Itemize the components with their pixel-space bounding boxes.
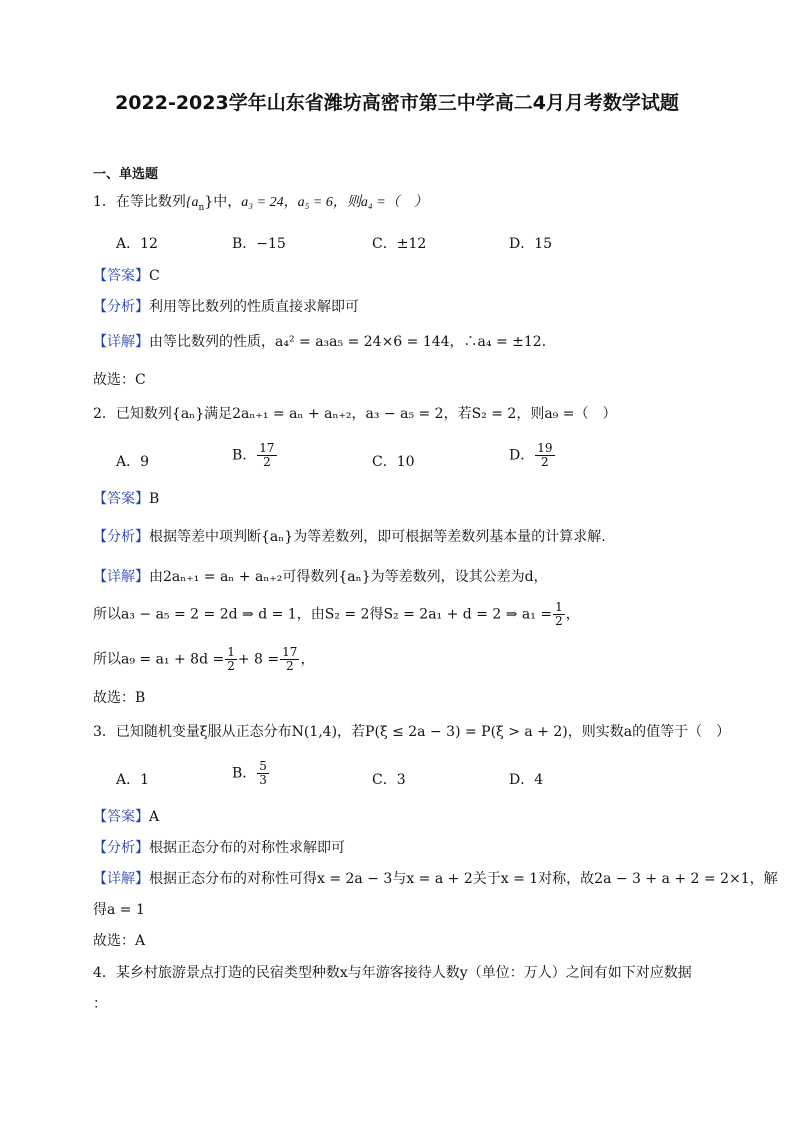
q2-detail-line-2: [93, 601, 580, 628]
q1-analysis: [93, 297, 359, 317]
q2-line2-end: ，: [565, 606, 580, 623]
answer-tag: 【答案】: [93, 491, 149, 507]
q2-line3-numerator-1: 1: [227, 645, 235, 659]
q3-option-b-label: B．: [232, 765, 257, 782]
q2-line3-text: 所以a₉ = a₁ + 8d =: [93, 651, 225, 668]
question-3-stem: 3．已知随机变量ξ服从正态分布N(1,4)，若P(ξ ≤ 2a − 3) = P(ξ > a + 2)，则实数a的值等于（ ）: [93, 724, 731, 740]
answer-tag: 【答案】: [93, 268, 149, 284]
q2-detail-line-3: [93, 646, 314, 673]
page-title: 2022-2023学年山东省潍坊高密市第三中学高二4月月考数学试题: [115, 92, 679, 114]
detail-tag: 【详解】: [93, 334, 149, 350]
q1-option-c: C．±12: [372, 236, 427, 252]
q3-detail-line-2: 得a = 1: [93, 902, 145, 918]
q2-line3-mid: + 8 =: [237, 651, 280, 668]
analysis-tag: 【分析】: [93, 840, 149, 856]
q1-analysis-text: 利用等比数列的性质直接求解即可: [149, 299, 359, 315]
q2-analysis: [93, 527, 606, 547]
q2-detail: [93, 567, 548, 587]
analysis-tag: 【分析】: [93, 529, 149, 545]
q2-option-d: [509, 442, 556, 469]
q3-answer-value: A: [149, 809, 160, 825]
q1-condition: a₃ = 24，a₅ = 6，则a₄ =（ ）: [241, 195, 428, 210]
q2-b-denominator: 2: [263, 455, 271, 469]
q3-analysis: [93, 838, 345, 858]
q1-seq-sub: n: [198, 202, 205, 213]
q2-line2-text: 所以a₃ − a₅ = 2 = 2d ⇒ d = 1，由S₂ = 2得S₂ = 2a₁ + d = 2 ⇒ a₁ =: [93, 606, 553, 623]
q3-detail-text: 根据正态分布的对称性可得x = 2a − 3与x = a + 2关于x = 1对称，故2a − 3 + a + 2 = 2×1，解: [149, 871, 778, 887]
question-1-stem: [93, 192, 428, 218]
q1-detail-text: 由等比数列的性质，a₄² = a₃a₅ = 24×6 = 144，∴a₄ = ±12．: [149, 334, 556, 350]
q1-stem-text: 1．在等比数列: [93, 194, 186, 210]
q1-detail: [93, 332, 556, 352]
answer-tag: 【答案】: [93, 809, 149, 825]
q2-line2-numerator: 1: [555, 600, 563, 614]
q3-answer: [93, 807, 159, 827]
q2-line3-denominator-1: 2: [227, 659, 235, 673]
q2-option-b: [232, 442, 278, 469]
q2-d-numerator: 19: [537, 441, 553, 455]
q2-detail-text: 由2aₙ₊₁ = aₙ + aₙ₊₂可得数列{aₙ}为等差数列，设其公差为d，: [149, 569, 548, 585]
q1-answer: [93, 266, 160, 286]
q2-line3-denominator-2: 2: [285, 659, 294, 673]
q1-option-b: B．−15: [232, 236, 286, 252]
q2-option-a: A．9: [116, 454, 150, 470]
q3-option-c: C．3: [372, 772, 406, 788]
q1-option-d: D．15: [509, 236, 553, 252]
q2-option-d-label: D．: [509, 447, 535, 464]
section-heading: 一、单选题: [93, 167, 159, 182]
q1-seq: {a: [185, 195, 199, 210]
q3-b-denominator: 3: [259, 773, 267, 787]
q1-option-a: A．12: [116, 236, 158, 252]
q3-option-a: A．1: [116, 772, 150, 788]
detail-tag: 【详解】: [93, 569, 149, 585]
detail-tag: 【详解】: [93, 871, 149, 887]
analysis-tag: 【分析】: [93, 299, 149, 315]
q2-line3-numerator-2: 17: [282, 645, 298, 659]
q2-analysis-text: 根据等差中项判断{aₙ}为等差数列，即可根据等差数列基本量的计算求解.: [149, 529, 606, 545]
q1-answer-value: C: [149, 268, 160, 284]
q1-seq-end: }中，: [204, 194, 242, 210]
q3-detail: [93, 869, 778, 889]
q3-analysis-text: 根据正态分布的对称性求解即可: [149, 840, 345, 856]
q2-choose: 故选：B: [93, 690, 146, 706]
q3-b-numerator: 5: [259, 759, 267, 773]
q3-option-b: [232, 760, 270, 787]
question-4-stem: 4．某乡村旅游景点打造的民宿类型种数x与年游客接待人数y（单位：万人）之间有如下对应数据: [93, 965, 692, 981]
q2-answer-value: B: [149, 491, 160, 507]
q2-line3-end: ，: [300, 651, 315, 668]
q2-answer: [93, 489, 159, 509]
question-4-stem-cont: ：: [93, 996, 107, 1012]
q2-option-c: C．10: [372, 454, 415, 470]
q2-line2-denominator: 2: [555, 614, 563, 628]
question-2-stem: 2．已知数列{aₙ}满足2aₙ₊₁ = aₙ + aₙ₊₂，a₃ − a₅ = 2，若S₂ = 2，则a₉ =（ ）: [93, 406, 617, 422]
q3-choose: 故选：A: [93, 933, 146, 949]
q2-option-b-label: B．: [232, 447, 257, 464]
q3-option-d: D．4: [509, 772, 544, 788]
q1-choose: 故选：C: [93, 372, 146, 388]
q2-d-denominator: 2: [541, 455, 549, 469]
q2-b-numerator: 17: [259, 441, 275, 455]
